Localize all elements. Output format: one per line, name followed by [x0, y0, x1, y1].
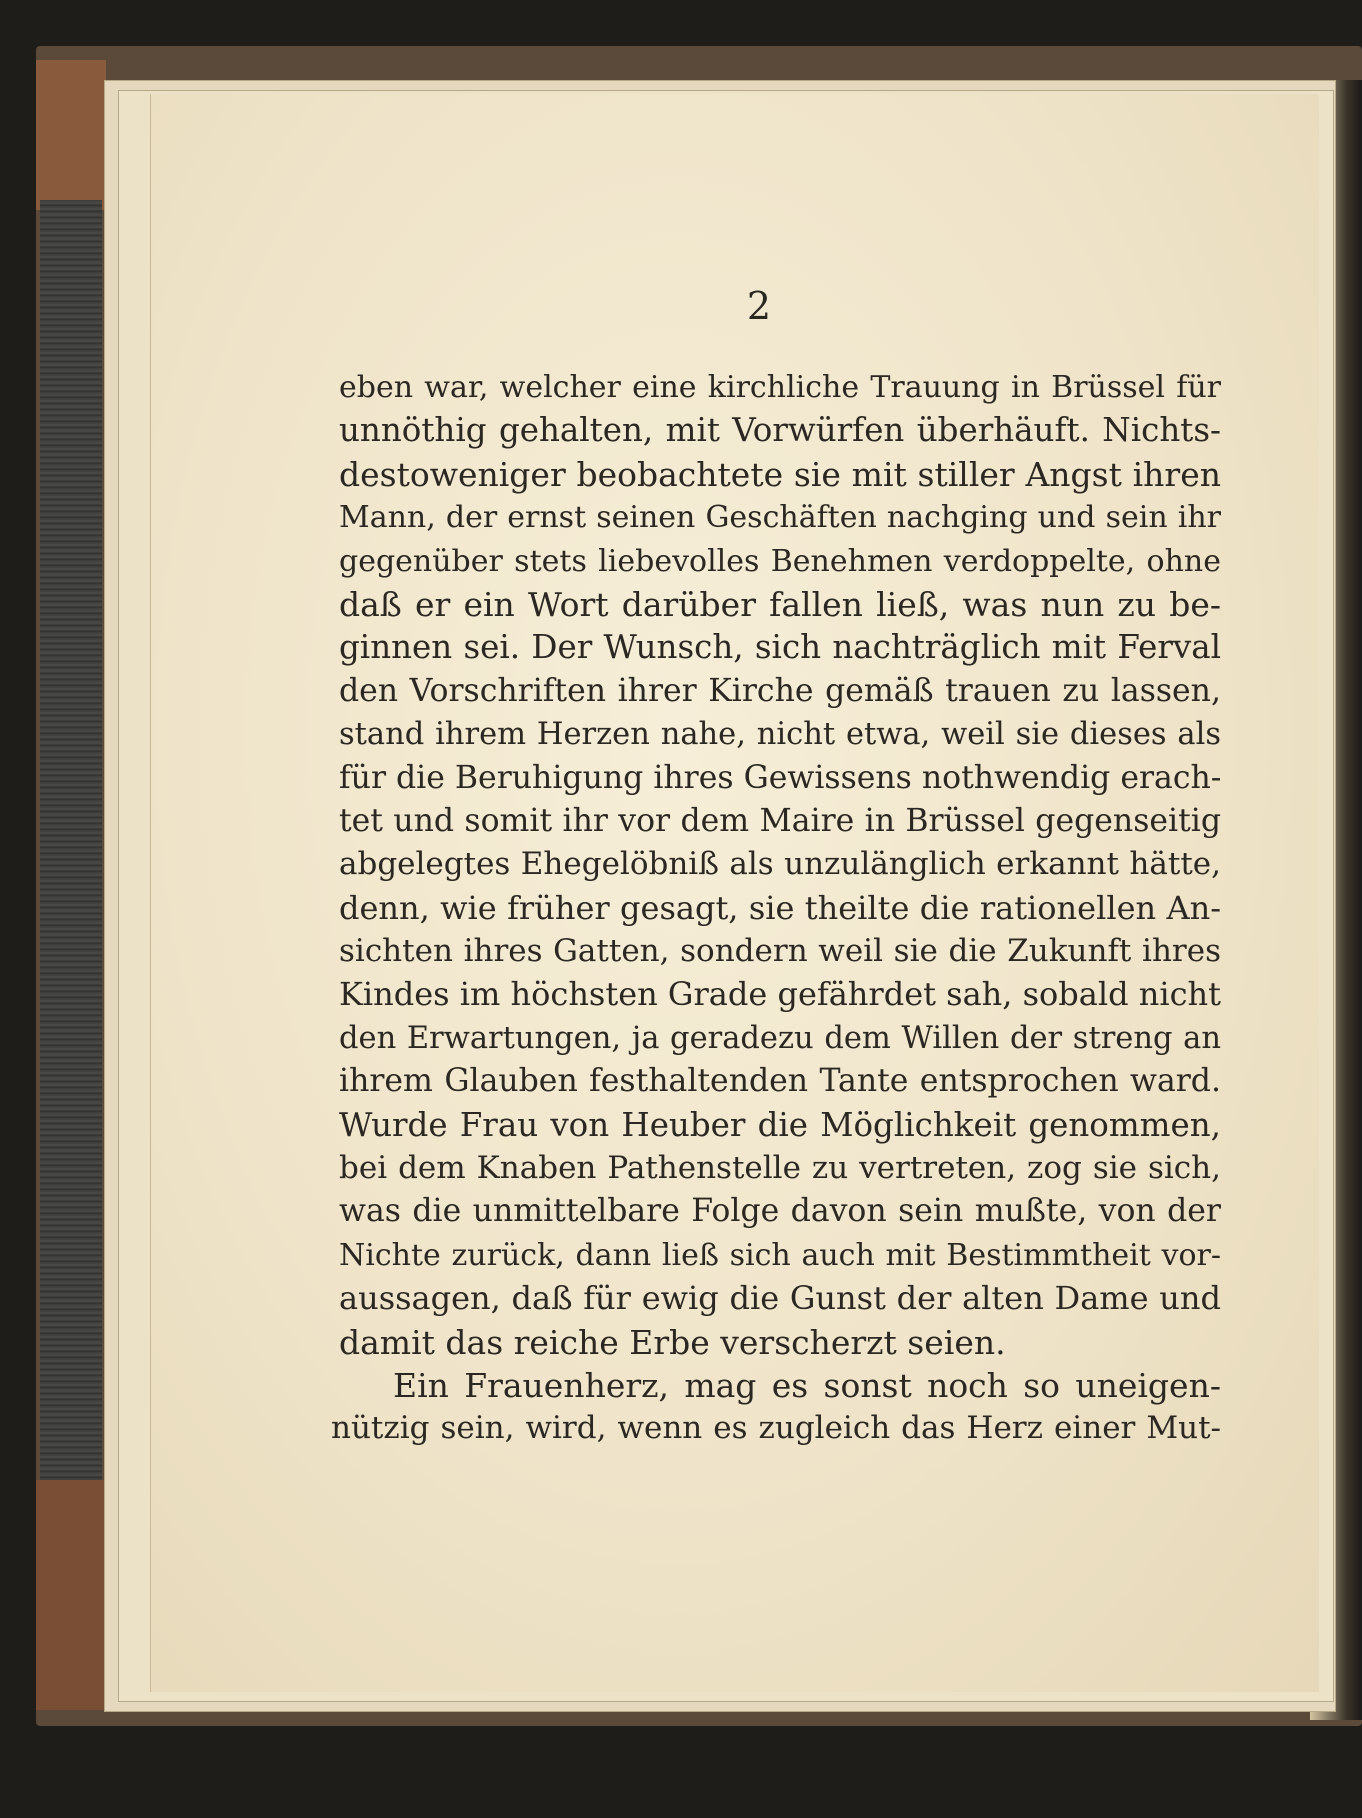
text-line: ginnen sei. Der Wunsch, sich nachträglich mit Ferval	[339, 628, 1221, 667]
page-number: 2	[746, 284, 772, 328]
spine-top-leather	[36, 60, 106, 210]
text-line: damit das reiche Erbe verscherzt seien.	[339, 1322, 1006, 1362]
body-text	[331, 366, 1221, 1451]
text-line: was die unmittelbare Folge davon sein mußte, von der	[339, 1193, 1221, 1230]
text-line: bei dem Knaben Pathenstelle zu vertreten, zog sie sich,	[339, 1150, 1221, 1187]
text-line: gegenüber stets liebevolles Benehmen verdoppelte, ohne	[339, 543, 1221, 579]
text-line: aussagen, daß für ewig die Gunst der alten Dame und	[339, 1279, 1221, 1318]
text-line: daß er ein Wort darüber fallen ließ, was nun zu be-	[339, 584, 1221, 624]
text-line: abgelegtes Ehegelöbniß als unzulänglich erkannt hätte,	[339, 846, 1221, 883]
spine-bottom-leather	[36, 1480, 106, 1710]
text-line: tet und somit ihr vor dem Maire in Brüssel gegenseitig	[339, 802, 1221, 839]
text-line: sichten ihres Gatten, sondern weil sie die Zukunft ihres	[339, 933, 1221, 970]
text-line: Kindes im höchsten Grade gefährdet sah, sobald nicht	[339, 975, 1221, 1014]
text-line: ihrem Glauben festhaltenden Tante entsprochen ward.	[339, 1063, 1221, 1100]
text-line: denn, wie früher gesagt, sie theilte die rationellen An-	[339, 888, 1221, 927]
text-line: Mann, der ernst seinen Geschäften nachging und sein ihr	[339, 500, 1221, 536]
text-line: Ein Frauenherz, mag es sonst noch so uneigen-	[393, 1365, 1221, 1405]
text-line: stand ihrem Herzen nahe, nicht etwa, weil sie dieses als	[339, 717, 1221, 753]
book-page	[150, 94, 1319, 1692]
text-line: nützig sein, wird, wenn es zugleich das Herz einer Mut-	[331, 1410, 1221, 1447]
text-line: destoweniger beobachtete sie mit stiller Angst ihren	[339, 454, 1221, 494]
text-line: für die Beruhigung ihres Gewissens nothwendig erach-	[339, 759, 1221, 796]
book-spine	[40, 200, 102, 1500]
text-line: unnöthig gehalten, mit Vorwürfen überhäuft. Nichts-	[339, 411, 1221, 450]
text-line: den Vorschriften ihrer Kirche gemäß trauen zu lassen,	[339, 672, 1221, 709]
text-line: Wurde Frau von Heuber die Möglichkeit genommen,	[339, 1105, 1221, 1144]
text-line: den Erwartungen, ja geradezu dem Willen der streng an	[339, 1020, 1221, 1056]
text-line: Nichte zurück, dann ließ sich auch mit Bestimmtheit vor-	[339, 1237, 1221, 1273]
text-line: eben war, welcher eine kirchliche Trauung in Brüssel für	[339, 370, 1221, 405]
